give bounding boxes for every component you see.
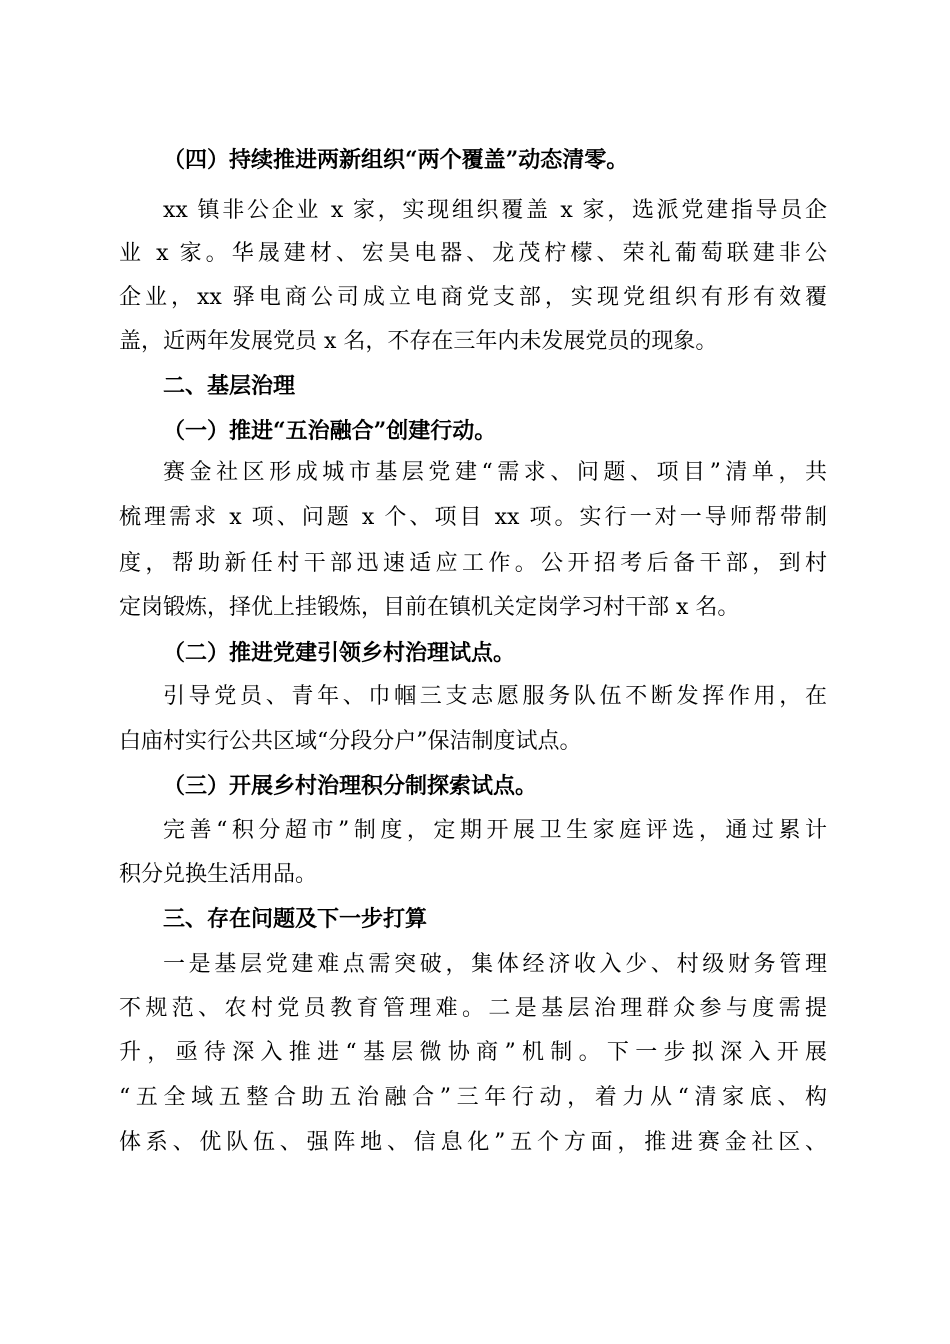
paragraph-line: 升，亟待深入推进“基层微协商”机制。下一步拟深入开展 (119, 1040, 827, 1065)
paragraph-line: “五全域五整合助五治融合”三年行动，着力从“清家底、构 (119, 1085, 827, 1110)
paragraph-line: 定岗锻炼，择优上挂锻炼，目前在镇机关定岗学习村干部 x 名。 (119, 595, 740, 620)
part-2-subheading-3: （三）开展乡村治理积分制探索试点。 (163, 773, 538, 799)
paragraph-line: xx 镇非公企业 x 家，实现组织覆盖 x 家，选派党建指导员企 (163, 198, 827, 223)
section-4-heading: （四）持续推进两新组织“两个覆盖”动态清零。 (163, 147, 629, 173)
paragraph-line: 不规范、农村党员教育管理难。二是基层治理群众参与度需提 (119, 996, 827, 1021)
paragraph-line: 引导党员、青年、巾帼三支志愿服务队伍不断发挥作用，在 (163, 684, 827, 709)
part-2-heading: 二、基层治理 (163, 374, 296, 399)
paragraph-line: 白庙村实行公共区域“分段分户”保洁制度试点。 (119, 729, 582, 754)
part-3-heading: 三、存在问题及下一步打算 (163, 907, 428, 932)
paragraph-line: 赛金社区形成城市基层党建“需求、问题、项目”清单，共 (163, 460, 827, 485)
paragraph-line: 完善“积分超市”制度，定期开展卫生家庭评选，通过累计 (163, 818, 827, 843)
part-2-subheading-2: （二）推进党建引领乡村治理试点。 (163, 640, 516, 666)
paragraph-line: 一是基层党建难点需突破，集体经济收入少、村级财务管理 (163, 952, 827, 977)
paragraph-line: 度，帮助新任村干部迅速适应工作。公开招考后备干部，到村 (119, 551, 827, 576)
paragraph-line: 盖，近两年发展党员 x 名，不存在三年内未发展党员的现象。 (119, 329, 718, 354)
paragraph-line: 业 x 家。华晟建材、宏昊电器、龙茂柠檬、荣礼葡萄联建非公 (119, 241, 827, 266)
paragraph-line: 体系、优队伍、强阵地、信息化”五个方面，推进赛金社区、 (119, 1130, 827, 1155)
part-2-subheading-1: （一）推进“五治融合”创建行动。 (163, 418, 497, 444)
paragraph-line: 梳理需求 x 项、问题 x 个、项目 xx 项。实行一对一导师帮带制 (119, 505, 827, 530)
paragraph-line: 积分兑换生活用品。 (119, 862, 318, 887)
paragraph-line: 企业，xx 驿电商公司成立电商党支部，实现党组织有形有效覆 (119, 285, 827, 310)
